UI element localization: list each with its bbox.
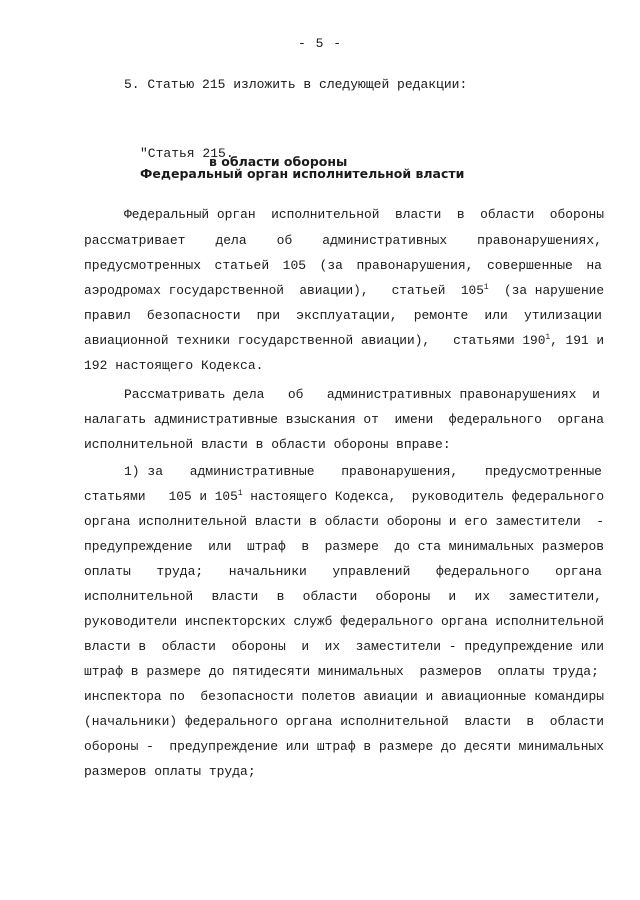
p3-line10: инспектора по безопасности полетов авиации и авиационные командиры bbox=[84, 689, 605, 704]
word: заместители, bbox=[508, 589, 602, 604]
word: правонарушениях, bbox=[477, 233, 602, 248]
word: рассматривает bbox=[84, 233, 186, 248]
word: оплаты bbox=[84, 564, 131, 579]
word: в bbox=[276, 589, 285, 604]
p3-line2 bbox=[84, 487, 604, 507]
text-part: настоящего Кодекса, руководитель федерального bbox=[242, 489, 605, 504]
word: статьей bbox=[214, 258, 270, 273]
p3-line3: органа исполнительной власти в области обороны и его заместители - bbox=[84, 514, 605, 529]
text-part: аэродромах государственной авиации), статьей 105 bbox=[84, 283, 484, 298]
item-5-text: 5. Статью 215 изложить в следующей редакции: bbox=[124, 77, 468, 92]
word: 105 bbox=[282, 258, 307, 273]
word: управлений bbox=[332, 564, 411, 579]
p1-line7: 192 настоящего Кодекса. bbox=[84, 358, 264, 373]
word: исполнительной bbox=[84, 589, 194, 604]
superscript: 1 bbox=[545, 333, 551, 342]
word: при bbox=[256, 308, 281, 323]
p1-line5 bbox=[84, 306, 602, 326]
p2-line1: Рассматривать дела об административных правонарушениях и bbox=[124, 387, 600, 402]
word: федерального bbox=[435, 564, 530, 579]
page-number: - 5 - bbox=[297, 36, 342, 51]
article-number: "Статья 215. bbox=[140, 146, 234, 161]
word: труда; bbox=[156, 564, 204, 579]
word: ремонте bbox=[413, 308, 469, 323]
word: административные bbox=[189, 464, 315, 479]
text-part: авиационной техники государственной авиации), статьями 190 bbox=[84, 333, 546, 348]
p2-line2: налагать административные взыскания от имени федерального органа bbox=[84, 412, 605, 427]
p1-line1: Федеральный орган исполнительной власти в области обороны bbox=[124, 207, 605, 222]
word: и bbox=[448, 589, 457, 604]
p1-line2 bbox=[84, 231, 602, 251]
text-part: статьями 105 и 105 bbox=[84, 489, 238, 504]
p1-line6 bbox=[84, 331, 604, 351]
p3-line6 bbox=[84, 587, 602, 607]
word: правонарушения, bbox=[341, 464, 459, 479]
p3-line4: предупреждение или штраф в размере до ста минимальных размеров bbox=[84, 539, 605, 554]
p3-line1 bbox=[124, 462, 602, 482]
p3-line7: руководители инспекторских служб федерального органа исполнительной bbox=[84, 614, 605, 629]
text-part: (за нарушение bbox=[488, 283, 605, 298]
word: предусмотренных bbox=[84, 258, 202, 273]
word: об bbox=[276, 233, 293, 248]
word: начальники bbox=[228, 564, 307, 579]
p3-line13: размеров оплаты труда; bbox=[84, 764, 256, 779]
article-title: Федеральный орган исполнительной власти bbox=[140, 166, 465, 181]
word: совершенные bbox=[486, 258, 573, 273]
p3-line11: (начальники) федерального органа исполнительной власти в области bbox=[84, 714, 605, 729]
p3-line8: власти в области обороны и их заместители - предупреждение или bbox=[84, 639, 605, 654]
p2-line3: исполнительной власти в области обороны вправе: bbox=[84, 437, 451, 452]
p1-line3 bbox=[84, 256, 602, 276]
p1-line4 bbox=[84, 281, 604, 301]
word: эксплуатации, bbox=[296, 308, 398, 323]
text-part: , 191 и bbox=[550, 333, 605, 348]
word: власти bbox=[211, 589, 259, 604]
word: области bbox=[302, 589, 358, 604]
word: правил bbox=[84, 308, 131, 323]
word: административных bbox=[322, 233, 448, 248]
word: их bbox=[474, 589, 491, 604]
superscript: 1 bbox=[237, 489, 243, 498]
word: дела bbox=[215, 233, 247, 248]
word: предусмотренные bbox=[484, 464, 602, 479]
word: правонарушения, bbox=[356, 258, 474, 273]
word: или bbox=[484, 308, 508, 323]
superscript: 1 bbox=[483, 283, 489, 292]
word: (за bbox=[319, 258, 343, 273]
word: 1) за bbox=[124, 464, 164, 479]
word: органа bbox=[555, 564, 602, 579]
word: безопасности bbox=[146, 308, 241, 323]
p3-line12: обороны - предупреждение или штраф в размере до десяти минимальных bbox=[84, 739, 605, 754]
p3-line9: штраф в размере до пятидесяти минимальных размеров оплаты труда; bbox=[84, 664, 599, 679]
word: обороны bbox=[375, 589, 431, 604]
article-title-line2: в области обороны bbox=[209, 154, 348, 169]
p3-line5 bbox=[84, 562, 602, 582]
word: утилизации bbox=[523, 308, 602, 323]
word: на bbox=[586, 258, 602, 273]
